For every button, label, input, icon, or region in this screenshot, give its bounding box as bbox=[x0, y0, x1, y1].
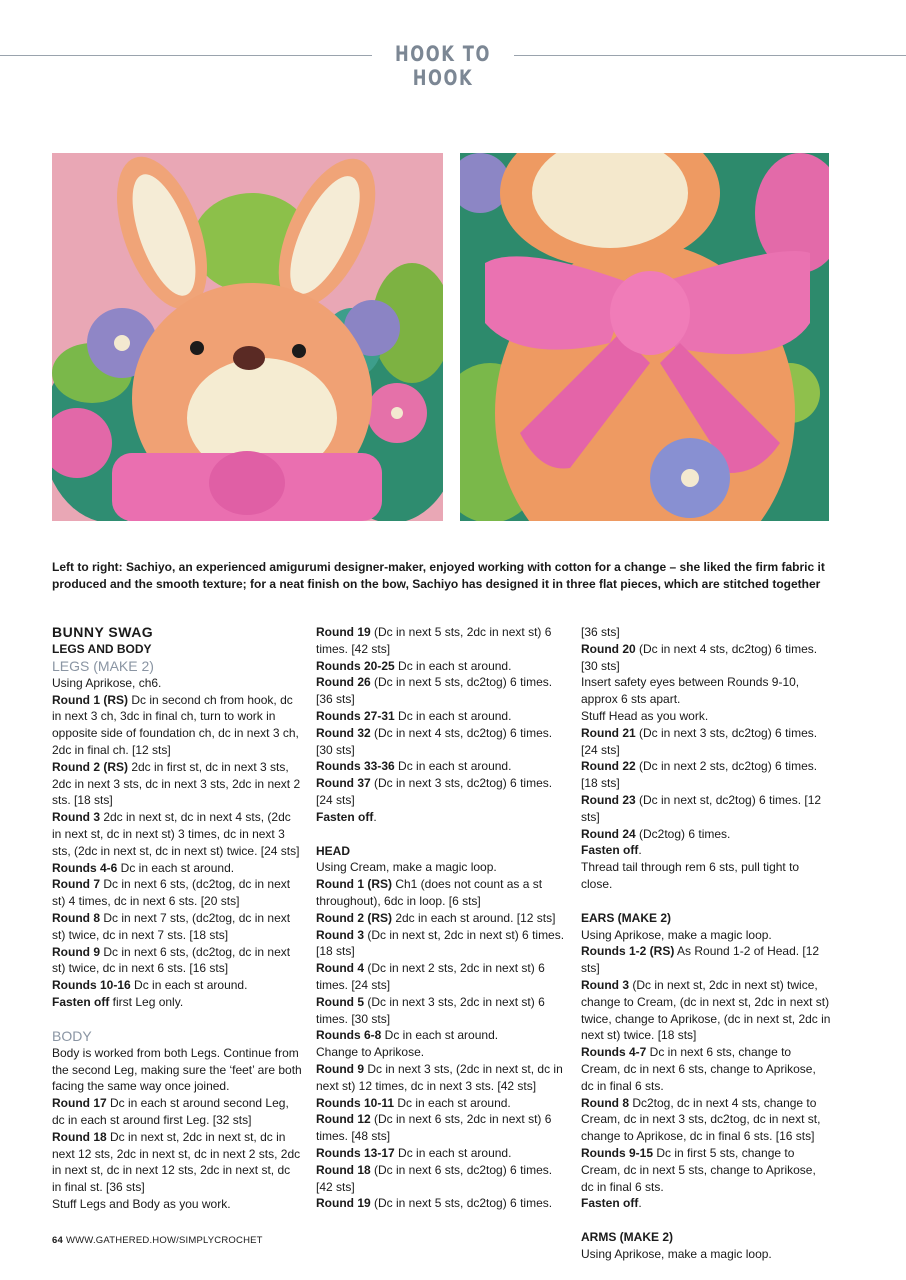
pattern-title: BUNNY SWAG bbox=[52, 624, 154, 640]
round-instruction: Round 3 (Dc in next st, 2dc in next st) twice, change to Cream, (dc in next st, 2dc in next st) twice, change to Aprikose, (dc in next st, 2dc in next st) twice. [18 sts] bbox=[581, 977, 831, 1043]
round-instruction: Round 1 (RS) Dc in second ch from hook, dc in next 3 ch, 3dc in final ch, turn to work in opposite side of foundation ch, dc in next 3 ch, 2dc in final ch. [12 sts] bbox=[52, 692, 299, 757]
round-instruction: Round 7 Dc in next 6 sts, (dc2tog, dc in next st) 4 times, dc in next 6 sts. [20 sts] bbox=[52, 877, 291, 909]
website-url: WWW.GATHERED.HOW/SIMPLYCROCHET bbox=[65, 1235, 263, 1246]
round-instruction: Round 18 (Dc in next 6 sts, dc2tog) 6 times. [42 sts] bbox=[316, 1162, 553, 1194]
bunny-bow-illustration bbox=[460, 153, 829, 521]
subheading: BODY bbox=[52, 1027, 92, 1044]
fasten-off: Fasten off first Leg only. bbox=[52, 994, 184, 1009]
round-instruction: Round 8 Dc2tog, dc in next 4 sts, change to Cream, dc in next 3 sts, dc2tog, dc in next st, change to Aprikose, dc in final 6 sts. [16 sts] bbox=[581, 1095, 821, 1144]
pattern-column-3 bbox=[581, 624, 831, 1263]
round-instruction: Rounds 1-2 (RS) As Round 1-2 of Head. [12 sts] bbox=[581, 944, 820, 976]
round-instruction: Round 9 Dc in next 6 sts, (dc2tog, dc in next st) twice, dc in next 6 sts. [16 sts] bbox=[52, 944, 291, 976]
fasten-off: Fasten off. bbox=[581, 843, 642, 858]
instruction: Stuff Legs and Body as you work. bbox=[52, 1196, 231, 1211]
bunny-face-photo bbox=[52, 153, 443, 521]
fasten-off: Fasten off. bbox=[316, 809, 377, 824]
section-title: HOOK TO HOOK bbox=[395, 42, 491, 90]
round-instruction: Rounds 4-6 Dc in each st around. bbox=[52, 860, 235, 875]
header-rule-left bbox=[0, 55, 372, 56]
round-instruction: Round 17 Dc in each st around second Leg, dc in each st around first Leg. [32 sts] bbox=[52, 1096, 289, 1127]
round-instruction: Round 19 (Dc in next 5 sts, 2dc in next st) 6 times. [42 sts] bbox=[316, 625, 552, 656]
round-instruction: Round 18 Dc in next st, 2dc in next st, dc in next 12 sts, 2dc in next st, dc in next 2 sts, 2dc in next st, dc in next 12 sts, 2dc in next st, dc in final st. [36 sts] bbox=[52, 1129, 301, 1195]
round-instruction: Round 23 (Dc in next st, dc2tog) 6 times. [12 sts] bbox=[581, 792, 822, 824]
round-instruction: Round 19 (Dc in next 5 sts, dc2tog) 6 times. bbox=[316, 1196, 553, 1211]
round-instruction: Round 3 (Dc in next st, 2dc in next st) 6 times. [18 sts] bbox=[316, 927, 565, 959]
instruction: Using Aprikose, make a magic loop. bbox=[581, 1246, 772, 1261]
instruction: Using Aprikose, ch6. bbox=[52, 675, 162, 690]
instruction: Using Aprikose, make a magic loop. bbox=[581, 927, 772, 942]
round-instruction: Rounds 20-25 Dc in each st around. bbox=[316, 658, 512, 673]
round-instruction: Round 12 (Dc in next 6 sts, 2dc in next st) 6 times. [48 sts] bbox=[316, 1112, 552, 1144]
round-instruction: Round 1 (RS) Ch1 (does not count as a st throughout), 6dc in loop. [6 sts] bbox=[316, 877, 543, 908]
round-instruction: Round 2 (RS) 2dc in each st around. [12 sts] bbox=[316, 910, 556, 925]
round-instruction: Round 9 Dc in next 3 sts, (2dc in next st, dc in next st) 12 times, dc in next 3 sts. [42 sts] bbox=[316, 1061, 563, 1093]
header-rule-right bbox=[514, 55, 906, 56]
round-instruction: Round 22 (Dc in next 2 sts, dc2tog) 6 times. [18 sts] bbox=[581, 759, 818, 791]
fasten-off: Fasten off. bbox=[581, 1196, 642, 1211]
page-footer bbox=[52, 1235, 263, 1246]
photo-caption: Left to right: Sachiyo, an experienced amigurumi designer-maker, enjoyed working with cotton for a change – she liked the firm fabric it produced and the smooth texture; for a neat finish on the bow, Sachiyo has designed it in three flat pieces, which are stitched together bbox=[52, 560, 825, 591]
instruction: Change to Aprikose. bbox=[316, 1045, 425, 1060]
round-instruction: Rounds 6-8 Dc in each st around. bbox=[316, 1028, 499, 1043]
instruction: Using Cream, make a magic loop. bbox=[316, 860, 497, 875]
bunny-bow-photo bbox=[460, 153, 829, 521]
round-instruction: Round 26 (Dc in next 5 sts, dc2tog) 6 times. [36 sts] bbox=[316, 675, 553, 707]
round-instruction: Round 2 (RS) 2dc in first st, dc in next 3 sts, 2dc in next 3 sts, dc in next 3 sts, 2dc in next 2 sts. [18 sts] bbox=[52, 759, 301, 808]
instruction: Stuff Head as you work. bbox=[581, 708, 709, 723]
pattern-column-2 bbox=[316, 624, 566, 1212]
round-instruction: Rounds 4-7 Dc in next 6 sts, change to Cream, dc in next 6 sts, change to Aprikose, dc in final 6 sts. bbox=[581, 1045, 816, 1093]
round-instruction: Round 37 (Dc in next 3 sts, dc2tog) 6 times. [24 sts] bbox=[316, 776, 553, 807]
round-instruction: Round 5 (Dc in next 3 sts, 2dc in next st) 6 times. [30 sts] bbox=[316, 994, 545, 1026]
round-instruction: Round 21 (Dc in next 3 sts, dc2tog) 6 times. [24 sts] bbox=[581, 725, 818, 757]
round-instruction: Round 32 (Dc in next 4 sts, dc2tog) 6 times. [30 sts] bbox=[316, 725, 553, 757]
round-instruction: Rounds 13-17 Dc in each st around. bbox=[316, 1145, 512, 1160]
round-instruction: Round 3 2dc in next st, dc in next 4 sts, (2dc in next st, dc in next st) 3 times, dc in next 3 sts, (2dc in next st, dc in next st) twice. [24 sts] bbox=[52, 810, 300, 858]
round-instruction: Rounds 10-11 Dc in each st around. bbox=[316, 1095, 511, 1110]
section-heading: EARS (MAKE 2) bbox=[581, 910, 672, 925]
section-heading: ARMS (MAKE 2) bbox=[581, 1230, 673, 1245]
round-instruction: Round 4 (Dc in next 2 sts, 2dc in next st) 6 times. [24 sts] bbox=[316, 961, 545, 992]
round-instruction: Rounds 10-16 Dc in each st around. bbox=[52, 978, 248, 993]
subheading: LEGS (MAKE 2) bbox=[52, 657, 154, 674]
bunny-face-illustration bbox=[52, 153, 443, 521]
round-instruction: Rounds 9-15 Dc in first 5 sts, change to Cream, dc in next 5 sts, change to Aprikose, dc in final 6 sts. bbox=[581, 1145, 816, 1194]
pink-bow bbox=[112, 451, 382, 521]
page-number: 64 bbox=[52, 1235, 63, 1246]
pattern-column-1 bbox=[52, 624, 302, 1213]
round-instruction: Rounds 33-36 Dc in each st around. bbox=[316, 759, 512, 774]
flower-purple bbox=[650, 438, 730, 518]
instruction: [36 sts] bbox=[581, 625, 620, 639]
round-instruction: Round 20 (Dc in next 4 sts, dc2tog) 6 times. [30 sts] bbox=[581, 641, 818, 673]
round-instruction: Rounds 27-31 Dc in each st around. bbox=[316, 708, 512, 723]
instruction: Body is worked from both Legs. Continue from the second Leg, making sure the ‘feet’ are both facing the same way once joined. bbox=[52, 1045, 302, 1094]
section-heading: LEGS AND BODY bbox=[52, 642, 152, 656]
instruction: Insert safety eyes between Rounds 9-10, approx 6 sts apart. bbox=[581, 675, 800, 707]
instruction: Thread tail through rem 6 sts, pull tight to close. bbox=[581, 860, 800, 891]
round-instruction: Round 24 (Dc2tog) 6 times. bbox=[581, 826, 731, 841]
round-instruction: Round 8 Dc in next 7 sts, (dc2tog, dc in next st) twice, dc in next 7 sts. [18 sts] bbox=[52, 910, 291, 942]
section-heading: HEAD bbox=[316, 843, 351, 858]
